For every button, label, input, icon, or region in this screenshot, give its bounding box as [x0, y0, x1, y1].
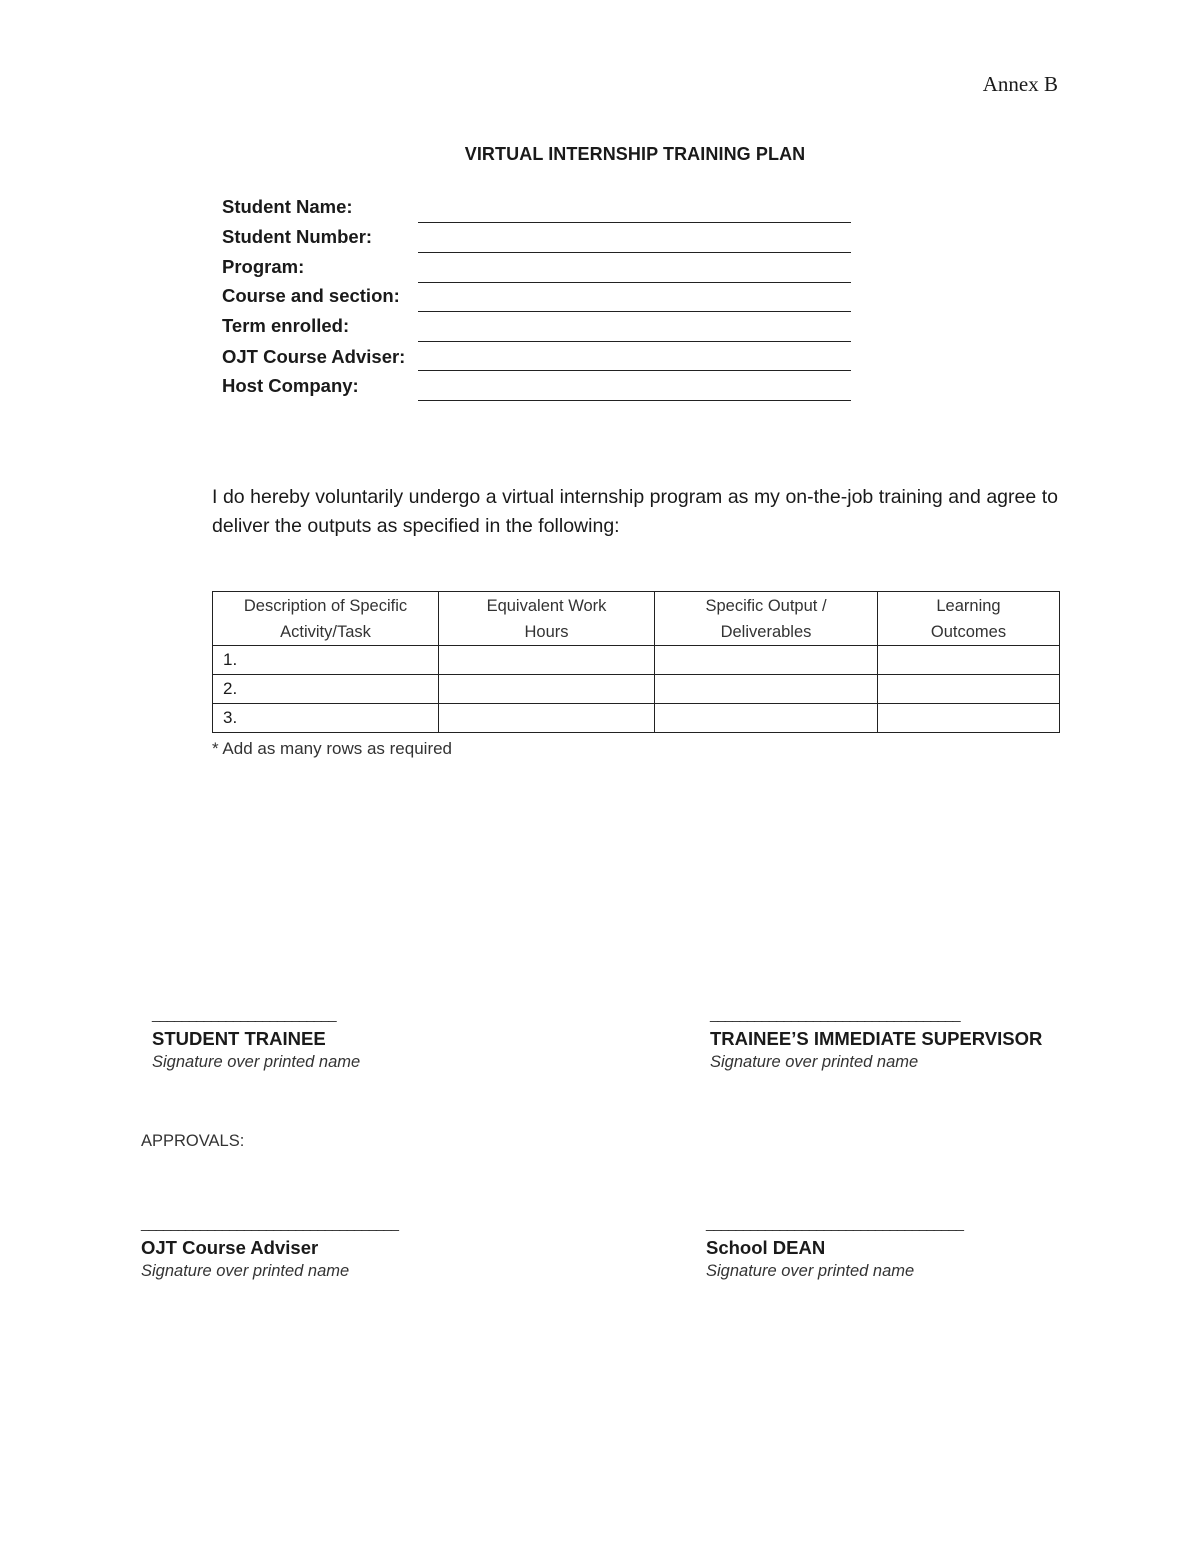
dean-signature-caption: Signature over printed name	[706, 1262, 915, 1280]
table-cell[interactable]	[439, 704, 655, 733]
supervisor-signature-caption: Signature over printed name	[710, 1053, 919, 1071]
table-cell[interactable]: 1.	[213, 646, 439, 675]
field-label-course-section: Course and section:	[222, 285, 400, 306]
table-cell[interactable]: 3.	[213, 704, 439, 733]
adviser-signature-caption: Signature over printed name	[141, 1262, 350, 1280]
table-cell[interactable]	[655, 675, 878, 704]
annex-label: Annex B	[982, 72, 1058, 96]
ojt-adviser-label: OJT Course Adviser	[141, 1237, 319, 1258]
document-title: VIRTUAL INTERNSHIP TRAINING PLAN	[464, 144, 806, 164]
supervisor-label: TRAINEE’S IMMEDIATE SUPERVISOR	[710, 1028, 1043, 1049]
field-label-host-company: Host Company:	[222, 375, 359, 396]
header-output: Specific Output / Deliverables	[655, 592, 878, 646]
school-dean-label: School DEAN	[706, 1237, 826, 1258]
table-row	[213, 704, 1060, 733]
supervisor-signature-line[interactable]: __________________________________	[710, 1006, 960, 1023]
table-cell[interactable]	[878, 646, 1060, 675]
table-cell[interactable]	[655, 646, 878, 675]
approvals-label: APPROVALS:	[141, 1132, 245, 1150]
field-line-program[interactable]	[418, 282, 851, 283]
field-label-ojt-adviser: OJT Course Adviser:	[222, 346, 406, 367]
field-label-program: Program:	[222, 256, 305, 277]
field-line-ojt-adviser[interactable]	[418, 370, 851, 371]
student-signature-caption: Signature over printed name	[152, 1053, 361, 1071]
table-header-row	[213, 592, 1060, 646]
field-line-student-number[interactable]	[418, 252, 851, 253]
table-cell[interactable]	[878, 675, 1060, 704]
student-signature-line[interactable]: _________________________	[152, 1006, 336, 1023]
header-learning-outcomes: Learning Outcomes	[878, 592, 1060, 646]
table-row	[213, 675, 1060, 704]
table-cell[interactable]	[439, 646, 655, 675]
student-trainee-label: STUDENT TRAINEE	[152, 1028, 326, 1049]
table-row	[213, 646, 1060, 675]
table-cell[interactable]: 2.	[213, 675, 439, 704]
training-plan-table	[212, 591, 1060, 733]
adviser-signature-line[interactable]: ___________________________________	[141, 1215, 398, 1232]
dean-signature-line[interactable]: ___________________________________	[706, 1215, 963, 1232]
field-label-student-number: Student Number:	[222, 226, 373, 247]
field-label-student-name: Student Name:	[222, 196, 353, 217]
table-cell[interactable]	[878, 704, 1060, 733]
table-note: * Add as many rows as required	[212, 739, 453, 758]
header-work-hours: Equivalent Work Hours	[439, 592, 655, 646]
table-cell[interactable]	[439, 675, 655, 704]
field-line-term-enrolled[interactable]	[418, 341, 851, 342]
table-cell[interactable]	[655, 704, 878, 733]
header-activity: Description of Specific Activity/Task	[213, 592, 439, 646]
field-label-term-enrolled: Term enrolled:	[222, 315, 350, 336]
field-line-host-company[interactable]	[418, 400, 851, 401]
field-line-course-section[interactable]	[418, 311, 851, 312]
declaration-paragraph: I do hereby voluntarily undergo a virtual internship program as my on-the-job training and agree to deliver the outputs as specified in the following:	[212, 486, 1058, 537]
field-line-student-name[interactable]	[418, 222, 851, 223]
